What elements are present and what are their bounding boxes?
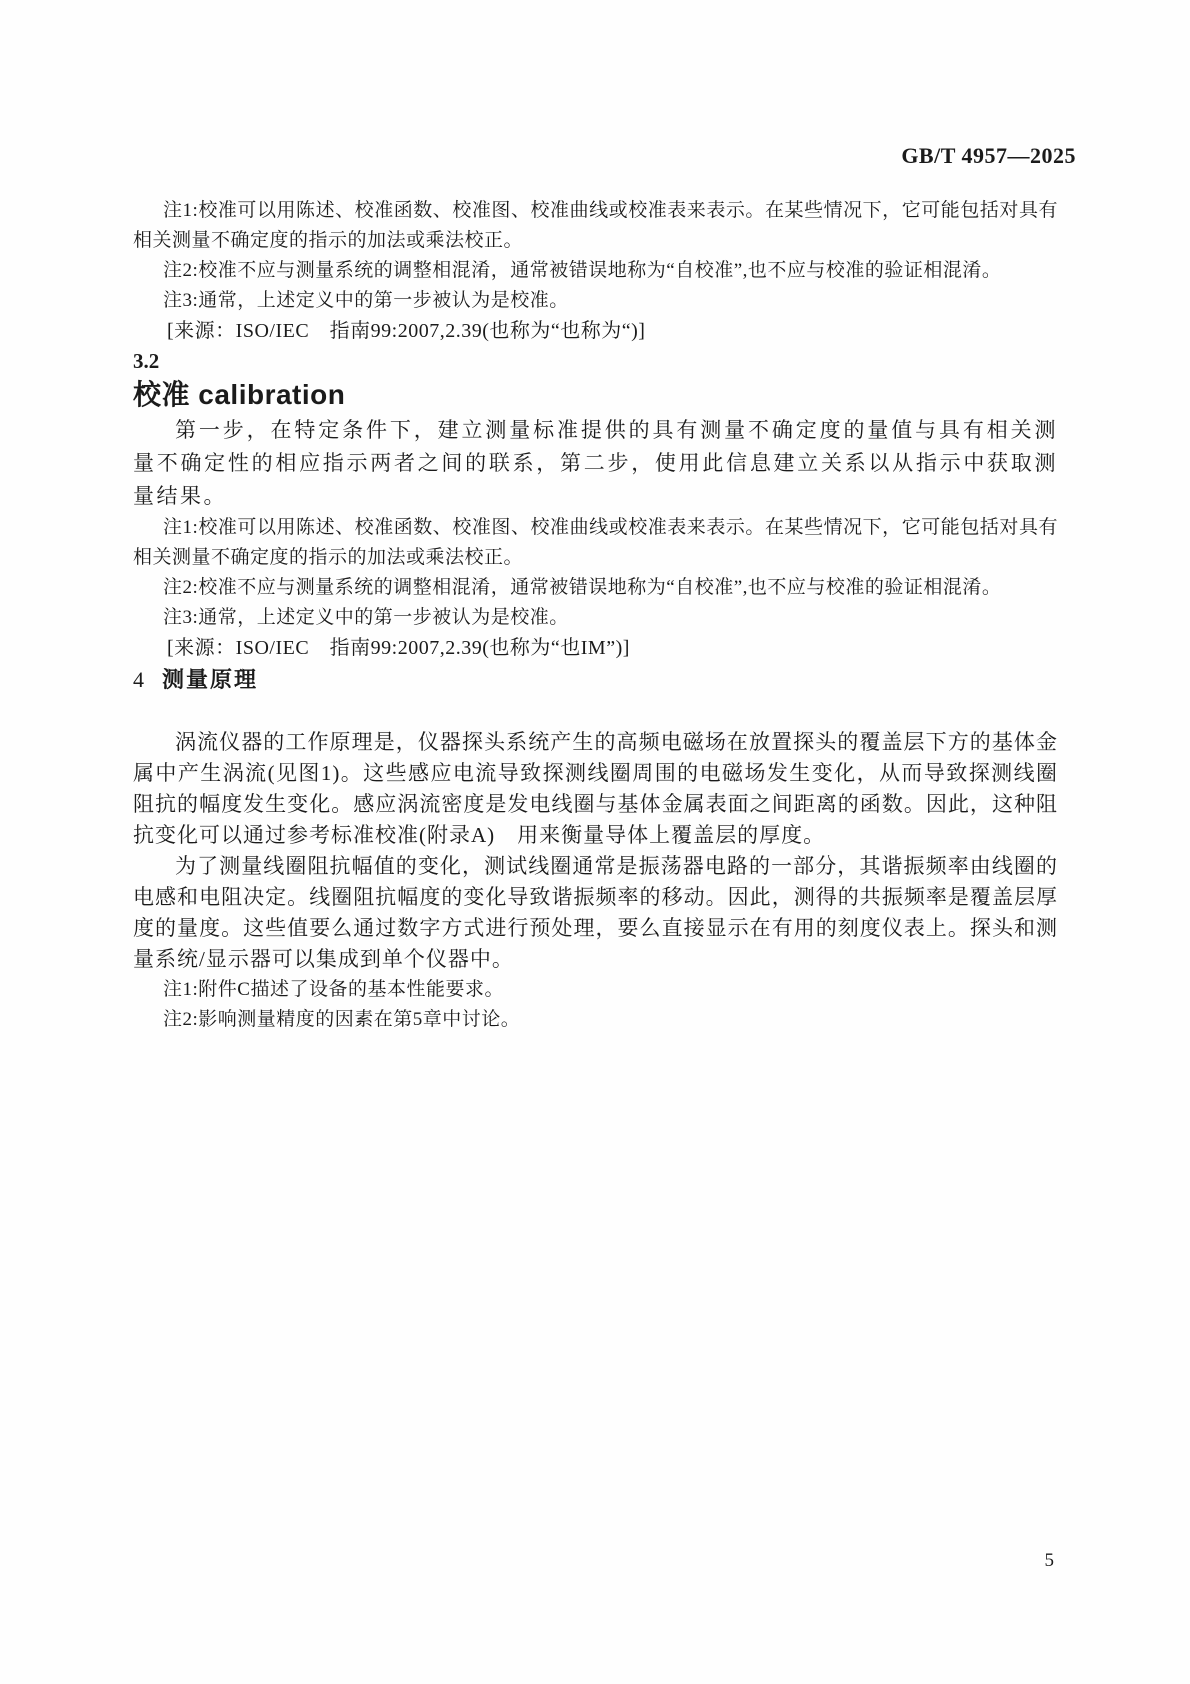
term-heading-calibration: 校准 calibration xyxy=(133,379,346,410)
clause-3-2-note-1: 注1:校准可以用陈述、校准函数、校准图、校准曲线或校准表来表示。在某些情况下，它可能包括对具有相关测量不确定度的指示的加法或乘法校正。 xyxy=(133,517,1058,568)
clause-3-1-note-2: 注2:校准不应与测量系统的调整相混淆，通常被错误地称为“自校准”,也不应与校准的验证相混淆。 xyxy=(163,260,1002,281)
clause-4-title: 测量原理 xyxy=(162,667,259,692)
doc-number-header: GB/T 4957—2025 xyxy=(901,143,1076,168)
clause-4-heading xyxy=(133,663,1058,697)
clause-3-2-definition: 第一步，在特定条件下，建立测量标准提供的具有测量不确定度的量值与具有相关测量不确定性的相应指示两者之间的联系，第二步，使用此信息建立关系以从指示中获取测量结果。 xyxy=(133,418,1058,508)
clause-4-paragraph-1: 涡流仪器的工作原理是，仪器探头系统产生的高频电磁场在放置探头的覆盖层下方的基体金属中产生涡流(见图1)。这些感应电流导致探测线圈周围的电磁场发生变化，从而导致探测线圈阻抗的幅度发生变化。感应涡流密度是发电线圈与基体金属表面之间距离的函数。因此，这种阻抗变化可以通过参考标准校准(附录A) 用来衡量导体上覆盖层的厚度。 xyxy=(133,730,1058,847)
clause-3-2-number: 3.2 xyxy=(133,349,160,373)
page-number: 5 xyxy=(1044,1550,1054,1571)
clause-3-2-note-2: 注2:校准不应与测量系统的调整相混淆，通常被错误地称为“自校准”,也不应与校准的验证相混淆。 xyxy=(163,577,1002,598)
clause-3-1-source-line: [来源：ISO/IEC 指南99:2007,2.39(也称为“也称为“)] xyxy=(167,320,646,342)
clause-4-paragraph-2: 为了测量线圈阻抗幅值的变化，测试线圈通常是振荡器电路的一部分，其谐振频率由线圈的电感和电阻决定。线圈阻抗幅度的变化导致谐振频率的移动。因此，测得的共振频率是覆盖层厚度的量度。这些值要么通过数字方式进行预处理，要么直接显示在有用的刻度仪表上。探头和测量系统/显示器可以集成到单个仪器中。 xyxy=(133,854,1058,971)
clause-4-note-2: 注2:影响测量精度的因素在第5章中讨论。 xyxy=(163,1009,521,1030)
clause-3-2-note-3: 注3:通常，上述定义中的第一步被认为是校准。 xyxy=(163,607,569,628)
clause-4-note-1: 注1:附件C描述了设备的基本性能要求。 xyxy=(163,979,504,1000)
clause-4-number: 4 xyxy=(133,667,144,692)
clause-3-1-note-3: 注3:通常，上述定义中的第一步被认为是校准。 xyxy=(163,290,569,311)
clause-3-1-note-1: 注1:校准可以用陈述、校准函数、校准图、校准曲线或校准表来表示。在某些情况下，它可能包括对具有相关测量不确定度的指示的加法或乘法校正。 xyxy=(133,200,1058,251)
page-content xyxy=(133,196,1058,1035)
clause-3-2-source-line: [来源：ISO/IEC 指南99:2007,2.39(也称为“也IM”)] xyxy=(167,637,630,659)
